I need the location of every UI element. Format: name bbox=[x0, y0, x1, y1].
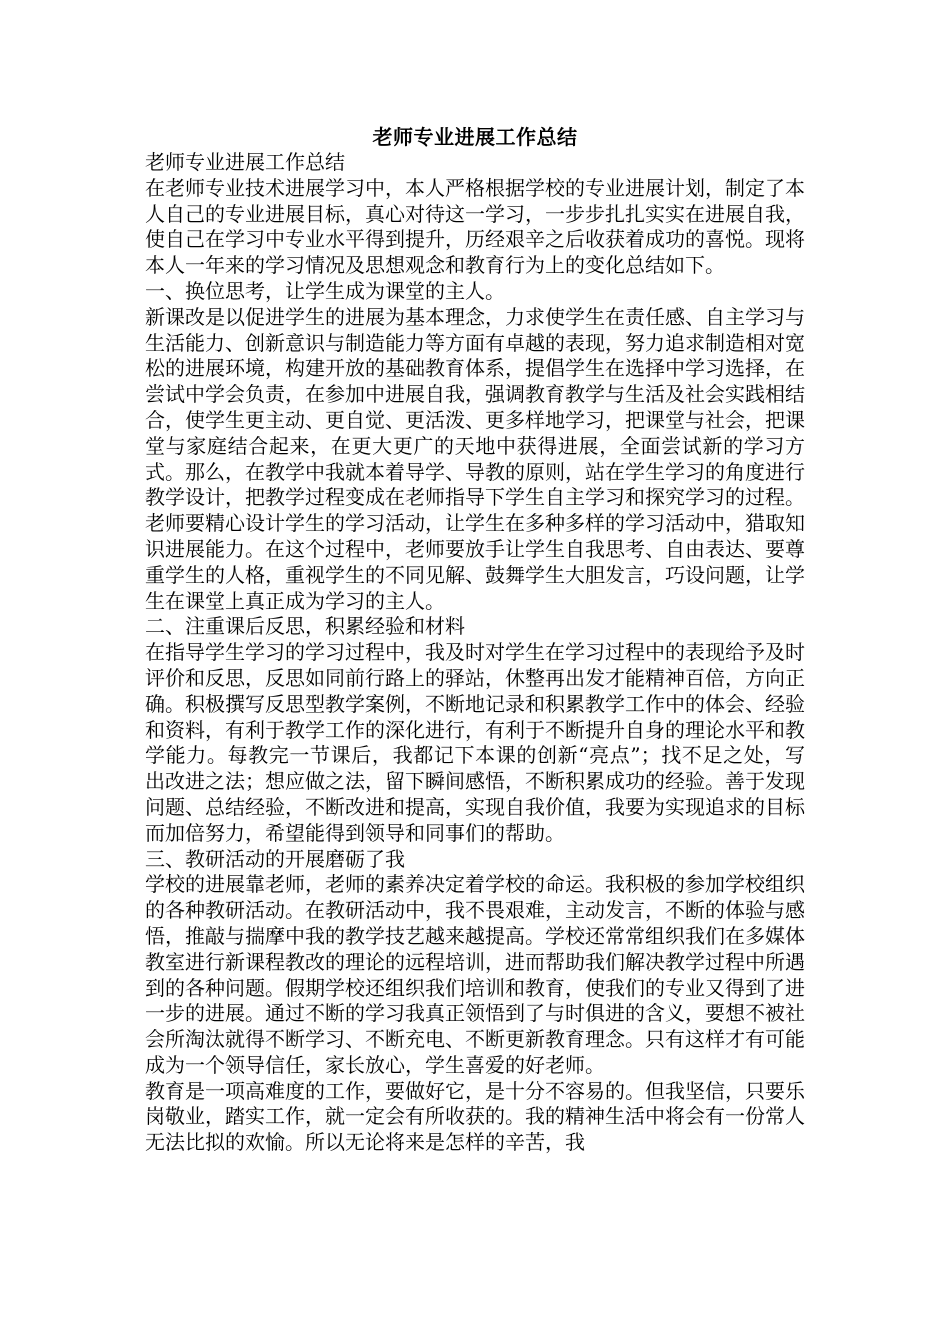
intro-paragraph: 在老师专业技术进展学习中，本人严格根据学校的专业进展计划，制定了本人自己的专业进展目标，真心对待这一学习，一步步扎扎实实在进展自我，使自己在学习中专业水平得到提升，历经艰辛之后收获着成功的喜悦。现将本人一年来的学习情况及思想观念和教育行为上的变化总结如下。 bbox=[145, 175, 805, 278]
section-heading-3: 三、教研活动的开展磨砺了我 bbox=[145, 846, 405, 871]
section-paragraph-2: 在指导学生学习的学习过程中，我及时对学生在学习过程中的表现给予及时评价和反思，反思如同前行路上的驿站，休整再出发才能精神百倍，方向正确。积极撰写反思型教学案例，不断地记录和积累教学工作中的体会、经验和资料，有利于教学工作的深化进行，有利于不断提升自身的理论水平和教学能力。每教完一节课后，我都记下本课的创新“亮点”；找不足之处，写出改进之法；想应做之法，留下瞬间感悟，不断积累成功的经验。善于发现问题、总结经验，不断改进和提高，实现自我价值，我要为实现追求的目标而加倍努力，希望能得到领导和同事们的帮助。 bbox=[145, 640, 805, 845]
section-paragraph-3: 学校的进展靠老师，老师的素养决定着学校的命运。我积极的参加学校组织的各种教研活动。在教研活动中，我不畏艰难，主动发言，不断的体验与感悟，推敲与揣摩中我的教学技艺越来越提高。学校还常常组织我们在多媒体教室进行新课程教改的理论的远程培训，进而帮助我们解决教学过程中所遇到的各种问题。假期学校还组织我们培训和教育，使我们的专业又得到了进一步的进展。通过不断的学习我真正领悟到了与时俱进的含义，要想不被社会所淘汰就得不断学习、不断充电、不断更新教育理念。只有这样才有可能成为一个领导信任，家长放心，学生喜爱的好老师。 bbox=[145, 872, 805, 1077]
section-heading-2: 二、注重课后反思，积累经验和材料 bbox=[145, 614, 465, 639]
closing-paragraph: 教育是一项高难度的工作，要做好它，是十分不容易的。但我坚信，只要乐岗敬业，踏实工作，就一定会有所收获的。我的精神生活中将会有一份常人无法比拟的欢愉。所以无论将来是怎样的辛苦，我 bbox=[145, 1078, 805, 1155]
section-heading-1: 一、换位思考，让学生成为课堂的主人。 bbox=[145, 278, 505, 303]
document-body bbox=[145, 150, 805, 1156]
document-title: 老师专业进展工作总结 bbox=[372, 125, 578, 149]
section-paragraph-1: 新课改是以促进学生的进展为基本理念，力求使学生在责任感、自主学习与生活能力、创新意识与制造能力等方面有卓越的表现，努力追求制造相对宽松的进展环境，构建开放的基础教育体系，提倡学生在选择中学习选择，在尝试中学会负责，在参加中进展自我，强调教育教学与生活及社会实践相结合，使学生更主动、更自觉、更活泼、更多样地学习，把课堂与社会，把课堂与家庭结合起来，在更大更广的天地中获得进展，全面尝试新的学习方式。那么，在教学中我就本着导学、导教的原则，站在学生学习的角度进行教学设计，把教学过程变成在老师指导下学生自主学习和探究学习的过程。老师要精心设计学生的学习活动，让学生在多种多样的学习活动中，猎取知识进展能力。在这个过程中，老师要放手让学生自我思考、自由表达、要尊重学生的人格，重视学生的不同见解、鼓舞学生大胆发言，巧设问题，让学生在课堂上真正成为学习的主人。 bbox=[145, 304, 805, 613]
subtitle-paragraph: 老师专业进展工作总结 bbox=[145, 150, 345, 174]
